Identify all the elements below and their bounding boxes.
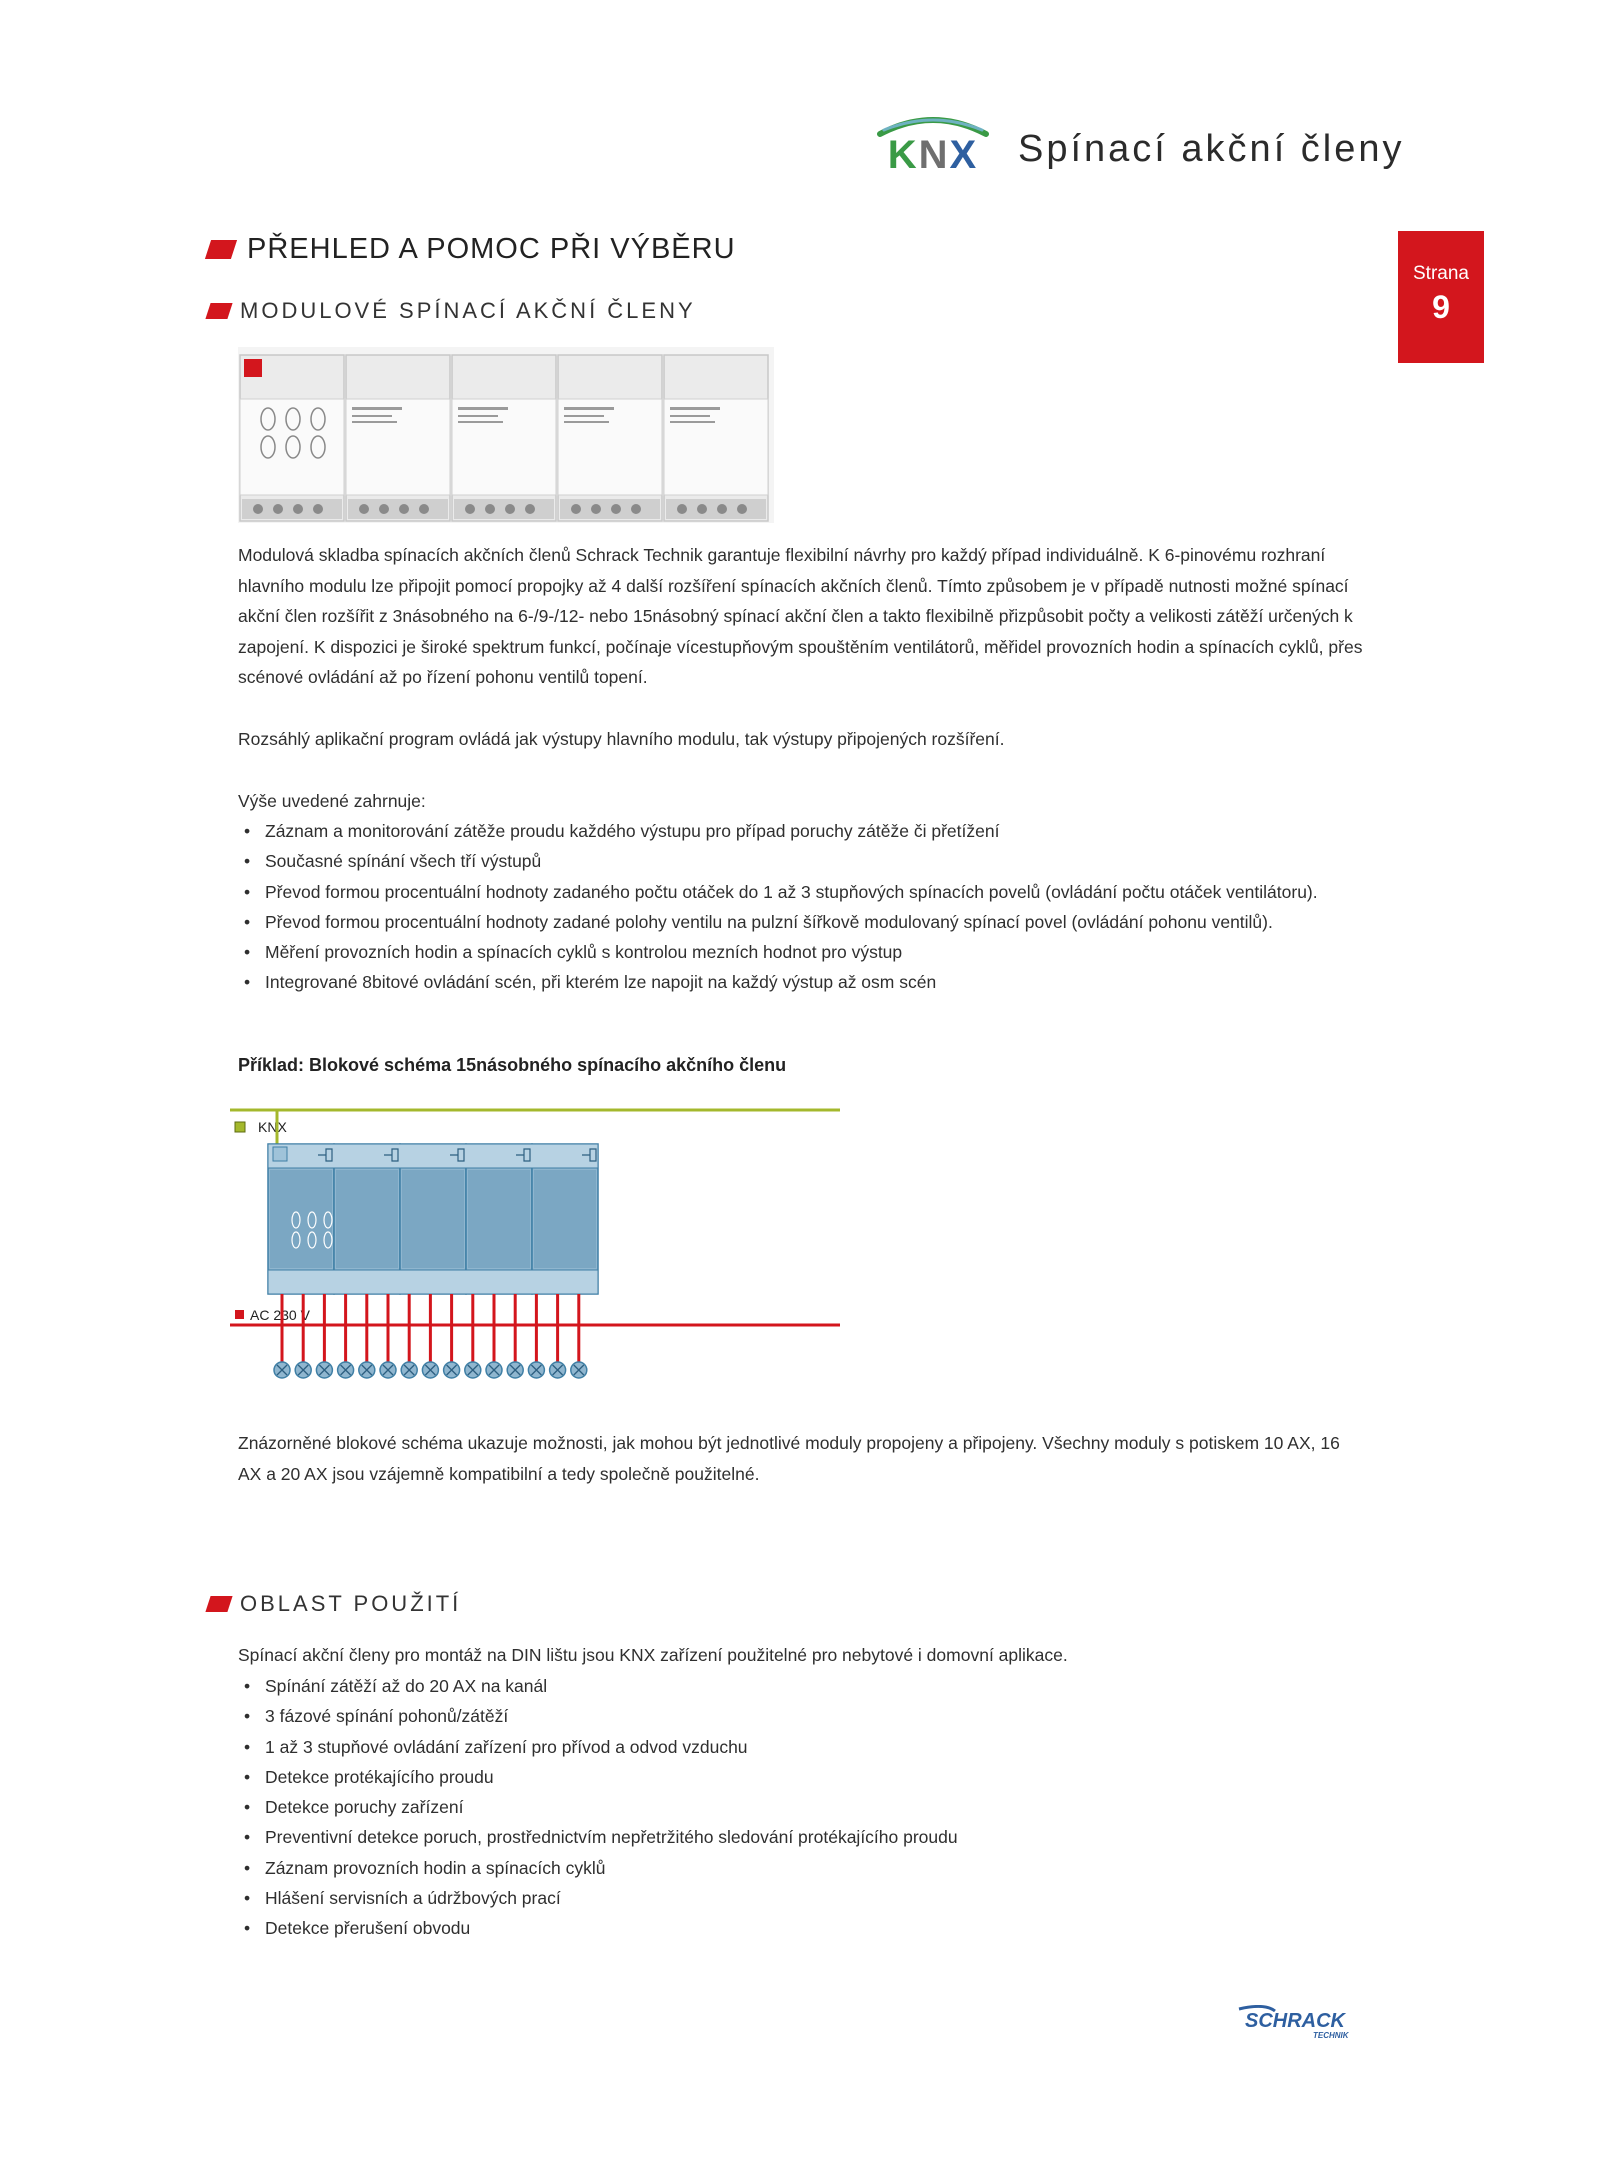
section-marker — [205, 1596, 232, 1612]
features-list — [238, 816, 1438, 998]
svg-text:KNX: KNX — [888, 133, 978, 174]
intro-paragraph-3 — [238, 786, 1388, 817]
section-marker — [205, 303, 232, 319]
list-item: • Detekce poruchy zařízení — [238, 1792, 1438, 1822]
list-item: • Záznam provozních hodin a spínacích cyklů — [238, 1853, 1438, 1883]
knx-marker — [235, 1122, 245, 1132]
list-item: • Převod formou procentuální hodnoty zadaného počtu otáček do 1 až 3 stupňových spínacích povelů (ovládání počtu otáček ventilátoru). — [238, 877, 1438, 907]
diagram-note-text: Znázorněné blokové schéma ukazuje možnosti, jak mohou být jednotlivé moduly propojeny a připojeny. Všechny moduly s potiskem 10 AX, 16 AX a 20 AX jsou vzájemně kompatibilní a tedy společně použitelné. — [238, 1433, 1340, 1484]
knx-logo-k: K — [887, 133, 919, 174]
intro-text-3: Výše uvedené zahrnuje: — [238, 791, 426, 811]
list-item: • Převod formou procentuální hodnoty zadané polohy ventilu na pulzní šířkově modulovaný spínací povel (ovládání pohonu ventilů). — [238, 907, 1438, 937]
list-item: • Měření provozních hodin a spínacích cyklů s kontrolou mezních hodnot pro výstup — [238, 937, 1438, 967]
intro-paragraph-1 — [238, 540, 1388, 693]
schrack-logo-subtext: TECHNIK — [1313, 2031, 1349, 2040]
block-diagram — [230, 1100, 850, 1400]
diagram-caption: Příklad: Blokové schéma 15násobného spínacího akčního členu — [238, 1055, 787, 1075]
intro-paragraph-2 — [238, 724, 1388, 755]
usage-list — [238, 1671, 1438, 1944]
list-item: • 3 fázové spínání pohonů/zátěží — [238, 1701, 1438, 1731]
usage-intro — [238, 1640, 1388, 1671]
header-title: Spínací akční členy — [1018, 128, 1405, 170]
intro-text-2: Rozsáhlý aplikační program ovládá jak výstupy hlavního modulu, tak výstupy připojených rozšíření. — [238, 729, 1005, 749]
intro-text-1: Modulová skladba spínacích akčních členů Schrack Technik garantuje flexibilní návrhy pro každý případ individuálně. K 6-pinovému rozhraní hlavního modulu lze připojit pomocí propojky až 4 další rozšíření spínacích akčních členů. Tímto způsobem je v případě nutnosti možné spínací akční člen rozšířit z 3násobného na 6-/9-/12- nebo 15násobný spínací akční člen a takto flexibilně přizpůsobit počty a velikosti zátěží určených k zapojení. K dispozici je široké spektrum funkcí, počínaje vícestupňovým spouštěním ventilátorů, měřidel provozních hodin a spínacích cyklů, přes scénové ovládání až po řízení pohonu ventilů topení. — [238, 545, 1363, 687]
page-tab — [1398, 231, 1484, 363]
list-item: • Detekce protékajícího proudu — [238, 1762, 1438, 1792]
section-title-usage: OBLAST POUŽITÍ — [240, 1591, 462, 1616]
list-item: • Detekce přerušení obvodu — [238, 1913, 1438, 1943]
list-item: • Spínání zátěží až do 20 AX na kanál — [238, 1671, 1438, 1701]
list-item: • Integrované 8bitové ovládání scén, při kterém lze napojit na každý výstup až osm scén — [238, 967, 1438, 997]
ac-marker — [235, 1310, 244, 1319]
diagram-note — [238, 1428, 1358, 1489]
usage-intro-text: Spínací akční členy pro montáž na DIN lištu jsou KNX zařízení použitelné pro nebytové i domovní aplikace. — [238, 1645, 1068, 1665]
list-item: • Současné spínání všech tří výstupů — [238, 846, 1438, 876]
product-photo — [238, 347, 774, 523]
schrack-logo — [1235, 2005, 1361, 2043]
schrack-logo-text: SCHRACK — [1245, 2010, 1345, 2032]
list-item: • Hlášení servisních a údržbových prací — [238, 1883, 1438, 1913]
ac-label: AC 230 V — [250, 1307, 310, 1323]
page-tab-label: Strana — [1413, 263, 1469, 284]
knx-logo — [870, 112, 996, 174]
page-number: 9 — [1432, 289, 1450, 325]
section-title-overview: PŘEHLED A POMOC PŘI VÝBĚRU — [247, 233, 736, 265]
list-item: • Preventivní detekce poruch, prostřednictvím nepřetržitého sledování protékajícího proudu — [238, 1822, 1438, 1852]
section-title-modular: MODULOVÉ SPÍNACÍ AKČNÍ ČLENY — [240, 298, 696, 323]
list-item: • Záznam a monitorování zátěže proudu každého výstupu pro případ poruchy zátěže či přetížení — [238, 816, 1438, 846]
list-item: • 1 až 3 stupňové ovládání zařízení pro přívod a odvod vzduchu — [238, 1732, 1438, 1762]
section-marker — [205, 240, 237, 259]
knx-label: KNX — [258, 1119, 287, 1135]
loads-group — [274, 1294, 587, 1378]
